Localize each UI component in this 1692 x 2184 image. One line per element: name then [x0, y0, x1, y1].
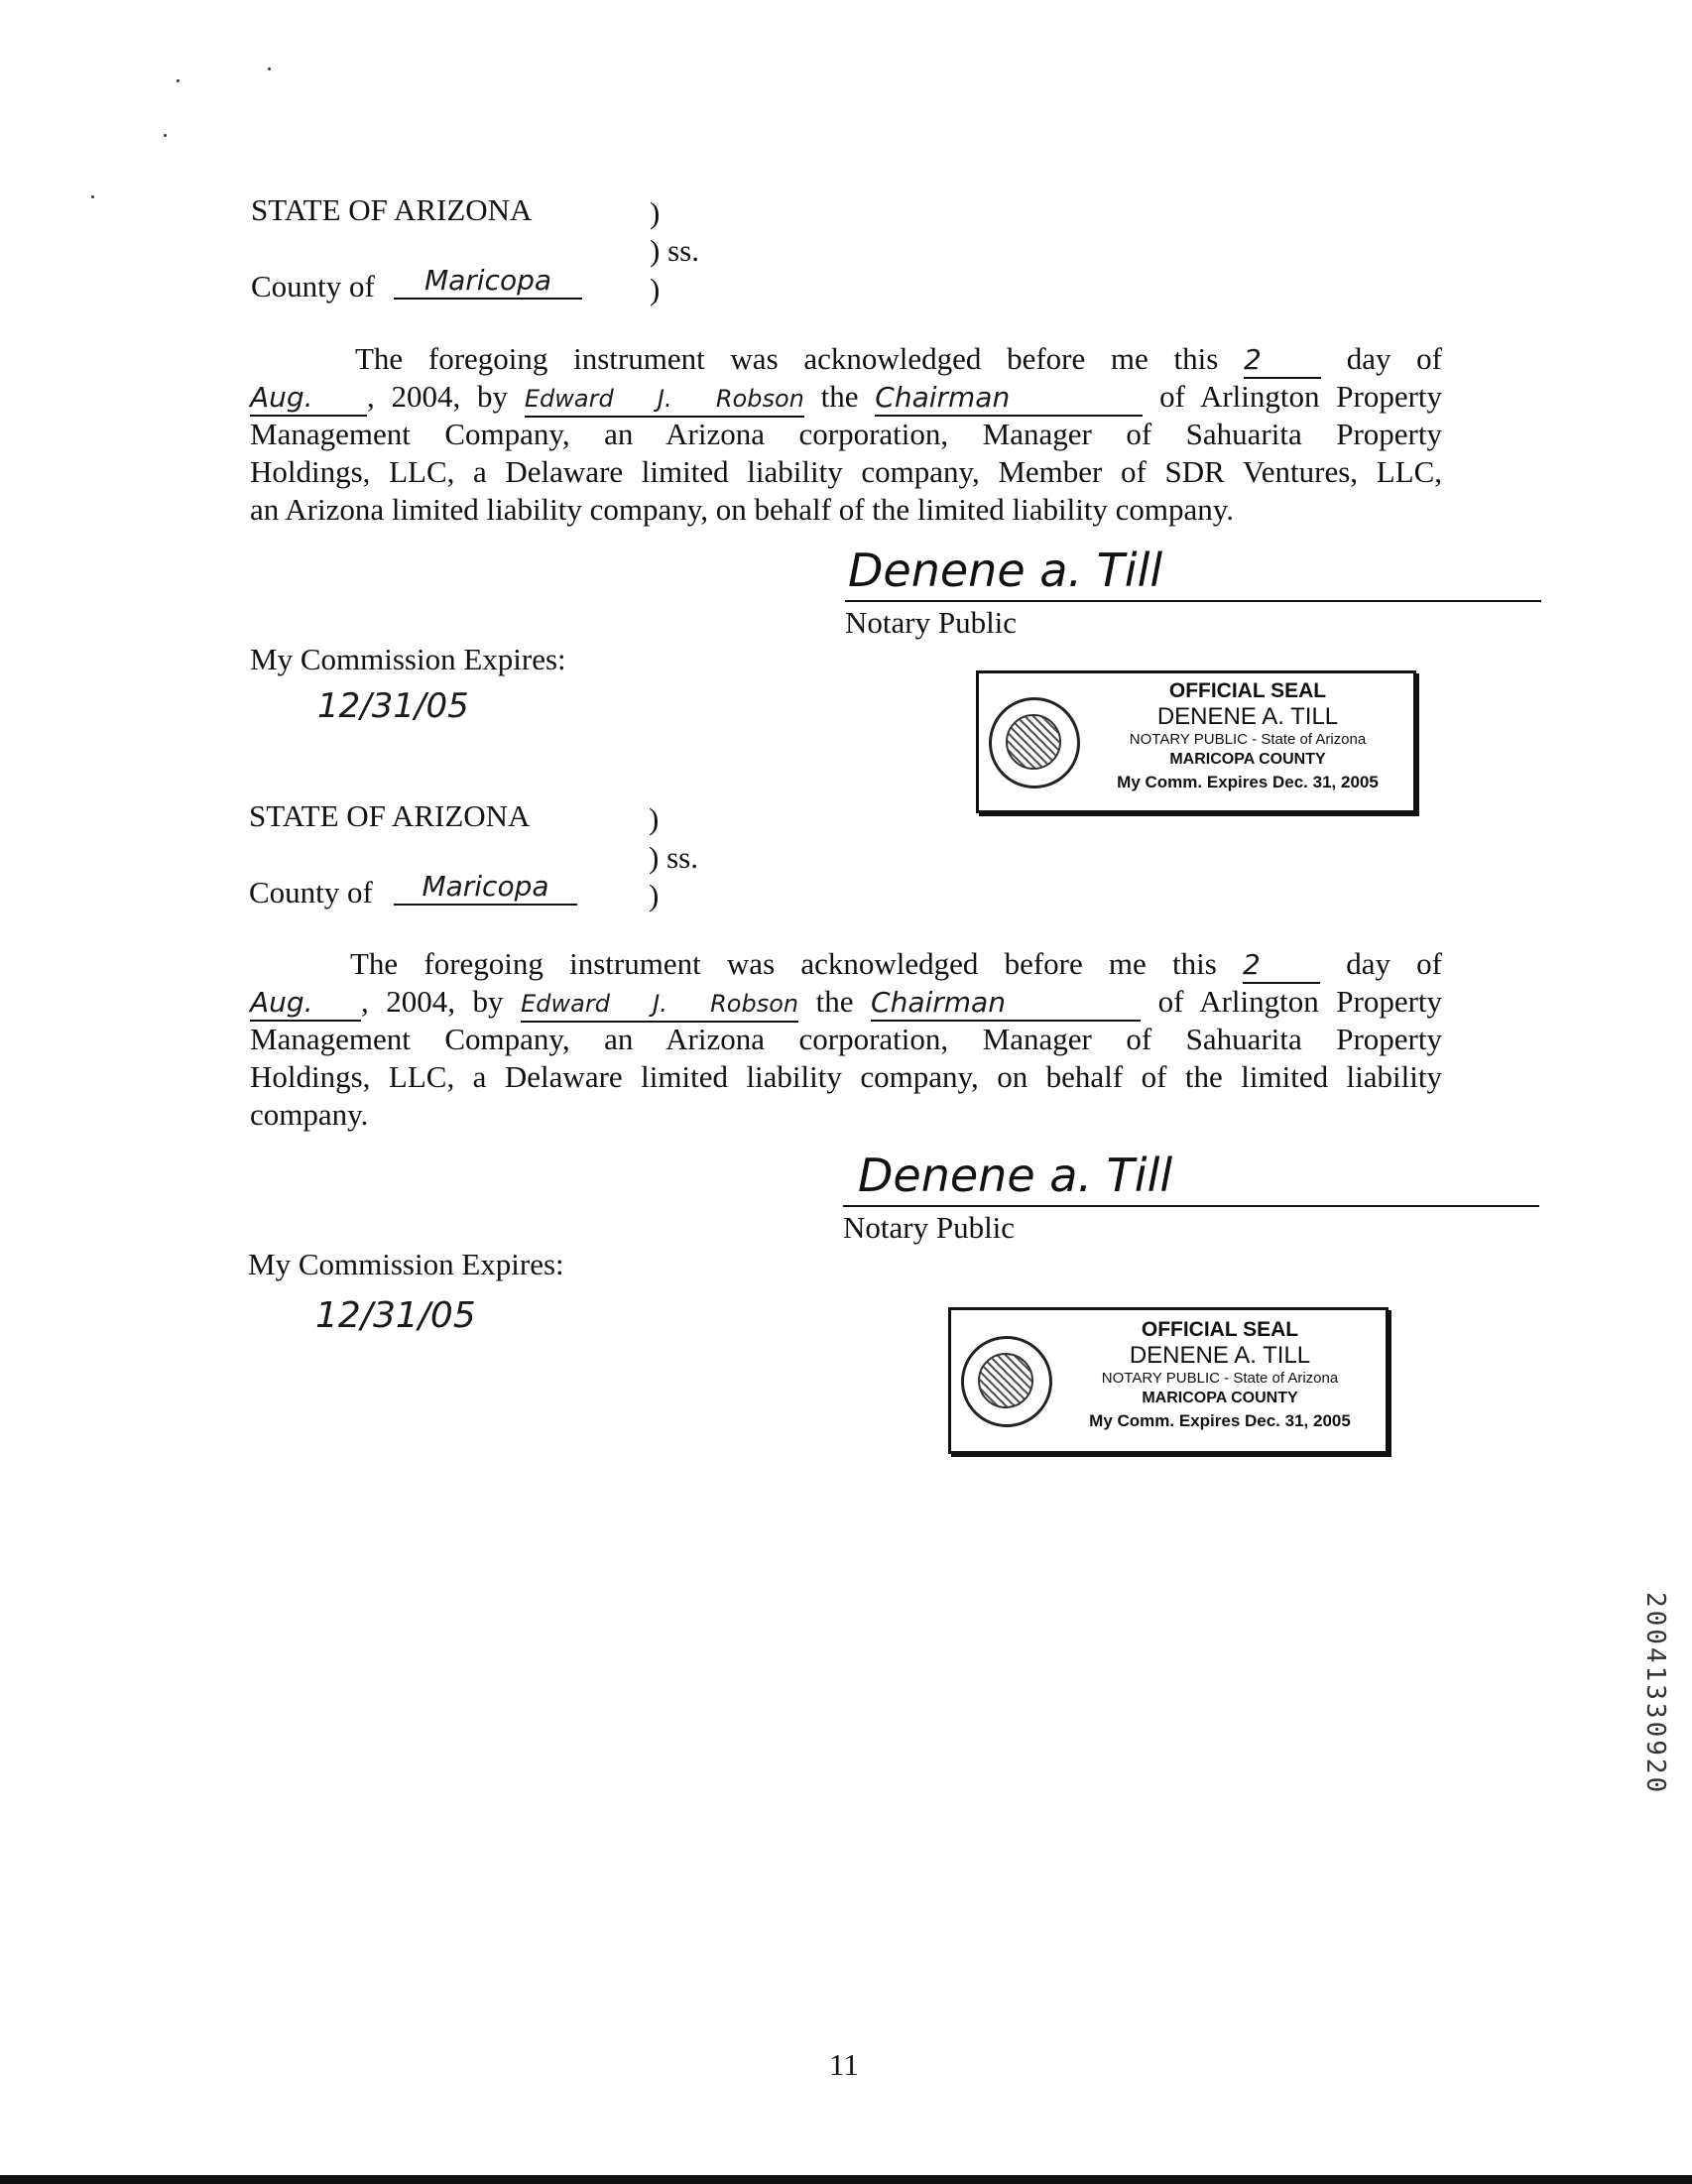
- seal-expiry: My Comm. Expires Dec. 31, 2005: [1117, 773, 1379, 791]
- county-handwritten: Maricopa: [394, 264, 582, 300]
- recording-number: [1636, 1592, 1676, 1870]
- scan-speck: [91, 195, 94, 198]
- notary-seal-stamp: [976, 670, 1416, 813]
- notary-public-label: Notary Public: [845, 605, 1018, 640]
- signature-line: [843, 1205, 1539, 1207]
- commission-label: My Commission Expires:: [250, 642, 566, 676]
- month-handwritten: Aug.: [250, 381, 367, 417]
- ack-text: The foregoing instrument was acknowledged before me this: [350, 946, 1217, 981]
- arizona-state-seal-icon: [961, 1336, 1052, 1427]
- seal-county: MARICOPA COUNTY: [1142, 1390, 1298, 1406]
- seal-county: MARICOPA COUNTY: [1169, 751, 1326, 768]
- notary-public-label: Notary Public: [843, 1210, 1016, 1245]
- notary-signature: Denene a. Till: [858, 1149, 1173, 1202]
- state-heading: STATE OF ARIZONA: [251, 192, 533, 227]
- ack-text: The foregoing instrument was acknowledged before me this: [355, 341, 1219, 376]
- ack-line-4: Holdings, LLC, a Delaware limited liability company, on behalf of the limited liability: [250, 1059, 1442, 1094]
- ack-text: day of: [1346, 341, 1442, 376]
- venue-ss: ) ss.: [650, 233, 699, 268]
- ack-text: of Arlington Property: [1159, 379, 1443, 414]
- seal-expiry: My Comm. Expires Dec. 31, 2005: [1089, 1411, 1351, 1430]
- county-label: County of: [251, 269, 375, 303]
- scan-edge-bar: [0, 2175, 1692, 2184]
- page-number: 11: [829, 2047, 859, 2082]
- signature-line: [845, 600, 1541, 602]
- ack-line-5: an Arizona limited liability company, on behalf of the limited liability company.: [250, 492, 1235, 527]
- county-field: [394, 870, 577, 906]
- county-handwritten: Maricopa: [394, 870, 577, 906]
- commission-label: My Commission Expires:: [248, 1247, 564, 1281]
- county-label: County of: [249, 875, 373, 910]
- ack-text: , 2004, by: [367, 379, 509, 414]
- title-handwritten: Chairman: [875, 381, 1143, 417]
- ack-line-3: Management Company, an Arizona corporation, Manager of Sahuarita Property: [250, 1022, 1442, 1056]
- ack-line-3: Management Company, an Arizona corporation, Manager of Sahuarita Property: [250, 417, 1442, 451]
- ack-line-4: Holdings, LLC, a Delaware limited liability company, Member of SDR Ventures, LLC,: [250, 454, 1442, 489]
- county-field: [394, 264, 582, 300]
- ack-text: the: [815, 984, 854, 1019]
- ack-line-2: [250, 983, 1442, 1023]
- seal-name: DENENE A. TILL: [1156, 703, 1339, 730]
- commission-date-handwritten: 12/31/05: [315, 1295, 476, 1336]
- ack-text: , 2004, by: [361, 984, 504, 1019]
- recording-number-text: 20041330920: [1640, 1592, 1670, 1796]
- notary-seal-stamp: [948, 1307, 1389, 1454]
- seal-office: NOTARY PUBLIC - State of Arizona: [1129, 731, 1367, 748]
- venue-paren: ): [650, 272, 661, 306]
- scan-speck: [164, 134, 167, 137]
- venue-paren: ): [649, 878, 660, 912]
- ack-text: the: [820, 379, 859, 414]
- arizona-state-seal-icon: [989, 697, 1080, 789]
- venue-ss: ) ss.: [649, 840, 698, 875]
- name-handwritten: Edward J. Robson: [525, 382, 804, 418]
- seal-title: OFFICIAL SEAL: [1168, 679, 1327, 702]
- name-handwritten: Edward J. Robson: [521, 987, 798, 1023]
- ack-line-1: [350, 945, 1442, 984]
- day-handwritten: 2: [1244, 343, 1321, 379]
- scan-speck: [177, 79, 180, 82]
- seal-office: NOTARY PUBLIC - State of Arizona: [1101, 1370, 1339, 1387]
- notary-signature: Denene a. Till: [848, 544, 1163, 597]
- venue-paren: ): [650, 195, 661, 230]
- ack-line-1: [355, 340, 1442, 379]
- month-handwritten: Aug.: [250, 986, 361, 1022]
- commission-date-handwritten: 12/31/05: [317, 686, 469, 726]
- ack-text: of Arlington Property: [1157, 984, 1443, 1019]
- seal-title: OFFICIAL SEAL: [1141, 1318, 1299, 1341]
- state-heading: STATE OF ARIZONA: [249, 798, 531, 833]
- title-handwritten: Chairman: [871, 986, 1141, 1022]
- day-handwritten: 2: [1243, 948, 1320, 984]
- seal-name: DENENE A. TILL: [1129, 1342, 1311, 1369]
- scan-speck: [268, 67, 271, 70]
- ack-text: day of: [1346, 946, 1442, 981]
- venue-paren: ): [649, 801, 660, 836]
- ack-line-2: [250, 378, 1442, 418]
- ack-line-5: company.: [250, 1097, 369, 1132]
